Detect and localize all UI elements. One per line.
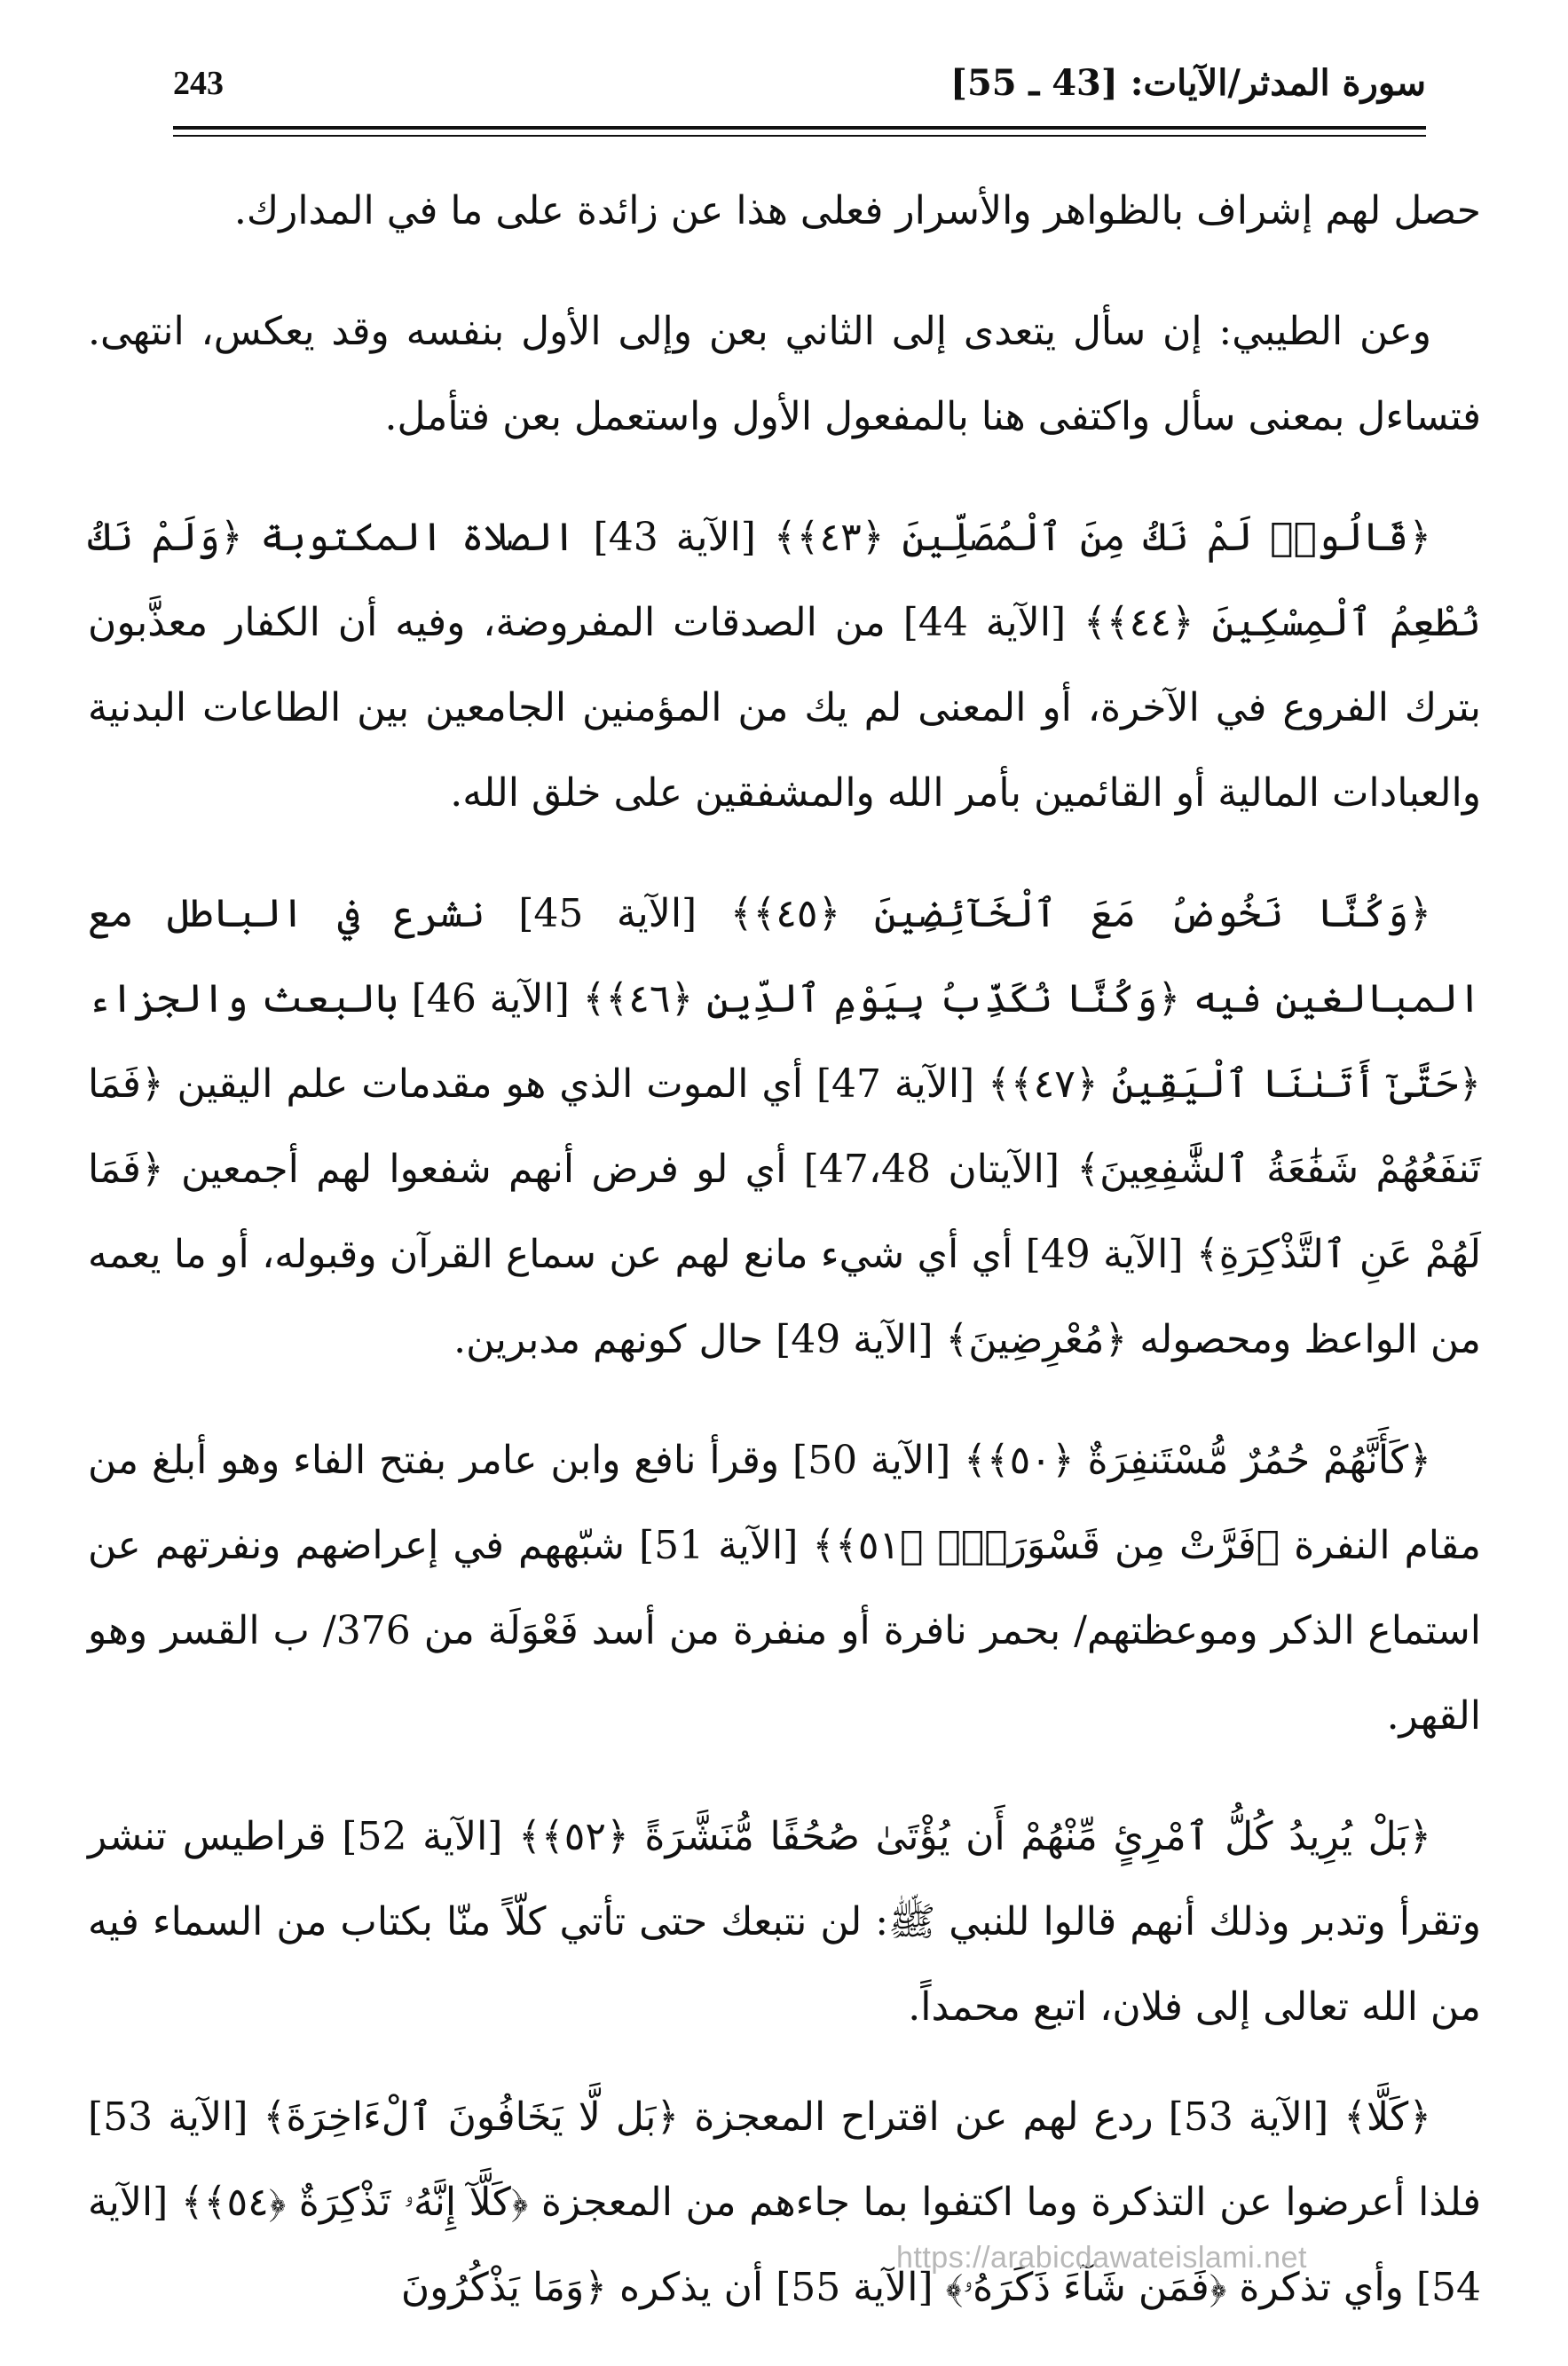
paragraph-7: ﴿كَلَّا﴾ [الآية 53] ردع لهم عن اقتراح المعجزة ﴿بَل لَّا يَخَافُونَ ٱلْءَاخِرَةَ﴾ [الآية 53] فلذا أعرضوا عن التذكرة وما اكتفوا بما جاءهم من المعجزة ﴿كَلَّآ إِنَّهُۥ تَذْكِرَةٌ ﴿٥٤﴾﴾ [الآية 54] وأي تذكرة ﴿فَمَن شَآءَ ذَكَرَهُۥ﴾ [الآية 55] أن يذكره ﴿وَمَا يَذْكُرُونَ: [88, 2094, 1481, 2310]
paragraph-5: ﴿كَأَنَّهُمْ حُمُرٌ مُّسْتَنفِرَةٌ ﴿٥٠﴾﴾ [الآية 50] وقرأ نافع وابن عامر بفتح الفاء وهو أبلغ من مقام النفرة ﴿فَرَّتْ مِن قَسْوَرَةٍۭ ﴿٥١﴾﴾ [الآية 51] شبّههم في إعراضهم ونفرتهم عن استماع الذكر وموعظتهم/ بحمر نافرة أو منفرة من أسد فَعْوَلَة من 376/ ب القسر وهو القهر.: [88, 1438, 1482, 1739]
header-rule-thin: [173, 135, 1426, 137]
paragraph-1: حصل لهم إشراف بالظواهر والأسرار فعلى هذا عن زائدة على ما في المدارك.: [233, 188, 1481, 233]
paragraph-4: ﴿وَكُنَّا نَخُوضُ مَعَ ٱلْخَآئِضِينَ ﴿٤٥﴾﴾ [الآية 45] نشرع في الباطل مع المبالغين فيه ﴿وَكُنَّا نُكَذِّبُ بِيَوْمِ ٱلدِّينِ ﴿٤٦﴾﴾ [الآية 46] بالبعث والجزاء ﴿حَتَّىٰٓ أَتَىٰنَا ٱلْيَقِينُ ﴿٤٧﴾﴾ [الآية 47] أي الموت الذي هو مقدمات علم اليقين ﴿فَمَا تَنفَعُهُمْ شَفَٰعَةُ ٱلشَّٰفِعِينَ﴾ [الآيتان 47،48] أي لو فرض أنهم شفعوا لهم أجمعين ﴿فَمَا لَهُمْ عَنِ ٱلتَّذْكِرَةِ﴾ [الآية 49] أي أي شيء مانع لهم عن سماع القرآن وقبوله، أو ما يعمه من الواعظ ومحصوله ﴿مُعْرِضِينَ﴾ [الآية 49] حال كونهم مدبرين.: [88, 891, 1481, 1362]
watermark-url: https://arabicdawateislami.net: [896, 2241, 1307, 2275]
paragraph-6: ﴿بَلْ يُرِيدُ كُلُّ ٱمْرِئٍ مِّنْهُمْ أَن يُؤْتَىٰ صُحُفًا مُّنَشَّرَةً ﴿٥٢﴾﴾ [الآية 52] قراطيس تنشر وتقرأ وتدبر وذلك أنهم قالوا للنبي ﷺ: لن نتبعك حتى تأتي كلّاً منّا بكتاب من السماء فيه من الله تعالى إلى فلان، اتبع محمداً.: [88, 1814, 1481, 2030]
paragraph-2: وعن الطيبي: إن سأل يتعدى إلى الثاني بعن وإلى الأول بنفسه وقد يعكس، انتهى. فتساءل بمعنى سأل واكتفى هنا بالمفعول الأول واستعمل بعن فتأمل.: [88, 309, 1481, 439]
surah-title: سورة المدثر/الآيات: [43 ـ 55]: [950, 62, 1426, 104]
header-rule-thick: [173, 126, 1426, 130]
page-header: [173, 53, 1426, 124]
page-number: 243: [173, 65, 224, 102]
paragraph-3: ﴿قَالُوا۟ لَمْ نَكُ مِنَ ٱلْمُصَلِّينَ ﴿٤٣﴾﴾ [الآية 43] الصلاة المكتوبة ﴿وَلَمْ نَكُ نُطْعِمُ ٱلْمِسْكِينَ ﴿٤٤﴾﴾ [الآية 44] من الصدقات المفروضة، وفيه أن الكفار معذَّبون بترك الفروع في الآخرة، أو المعنى لم يك من المؤمنين الجامعين بين الطاعات البدنية والعبادات المالية أو القائمين بأمر الله والمشفقين على خلق الله.: [88, 515, 1481, 816]
page-body: [88, 169, 1481, 2366]
